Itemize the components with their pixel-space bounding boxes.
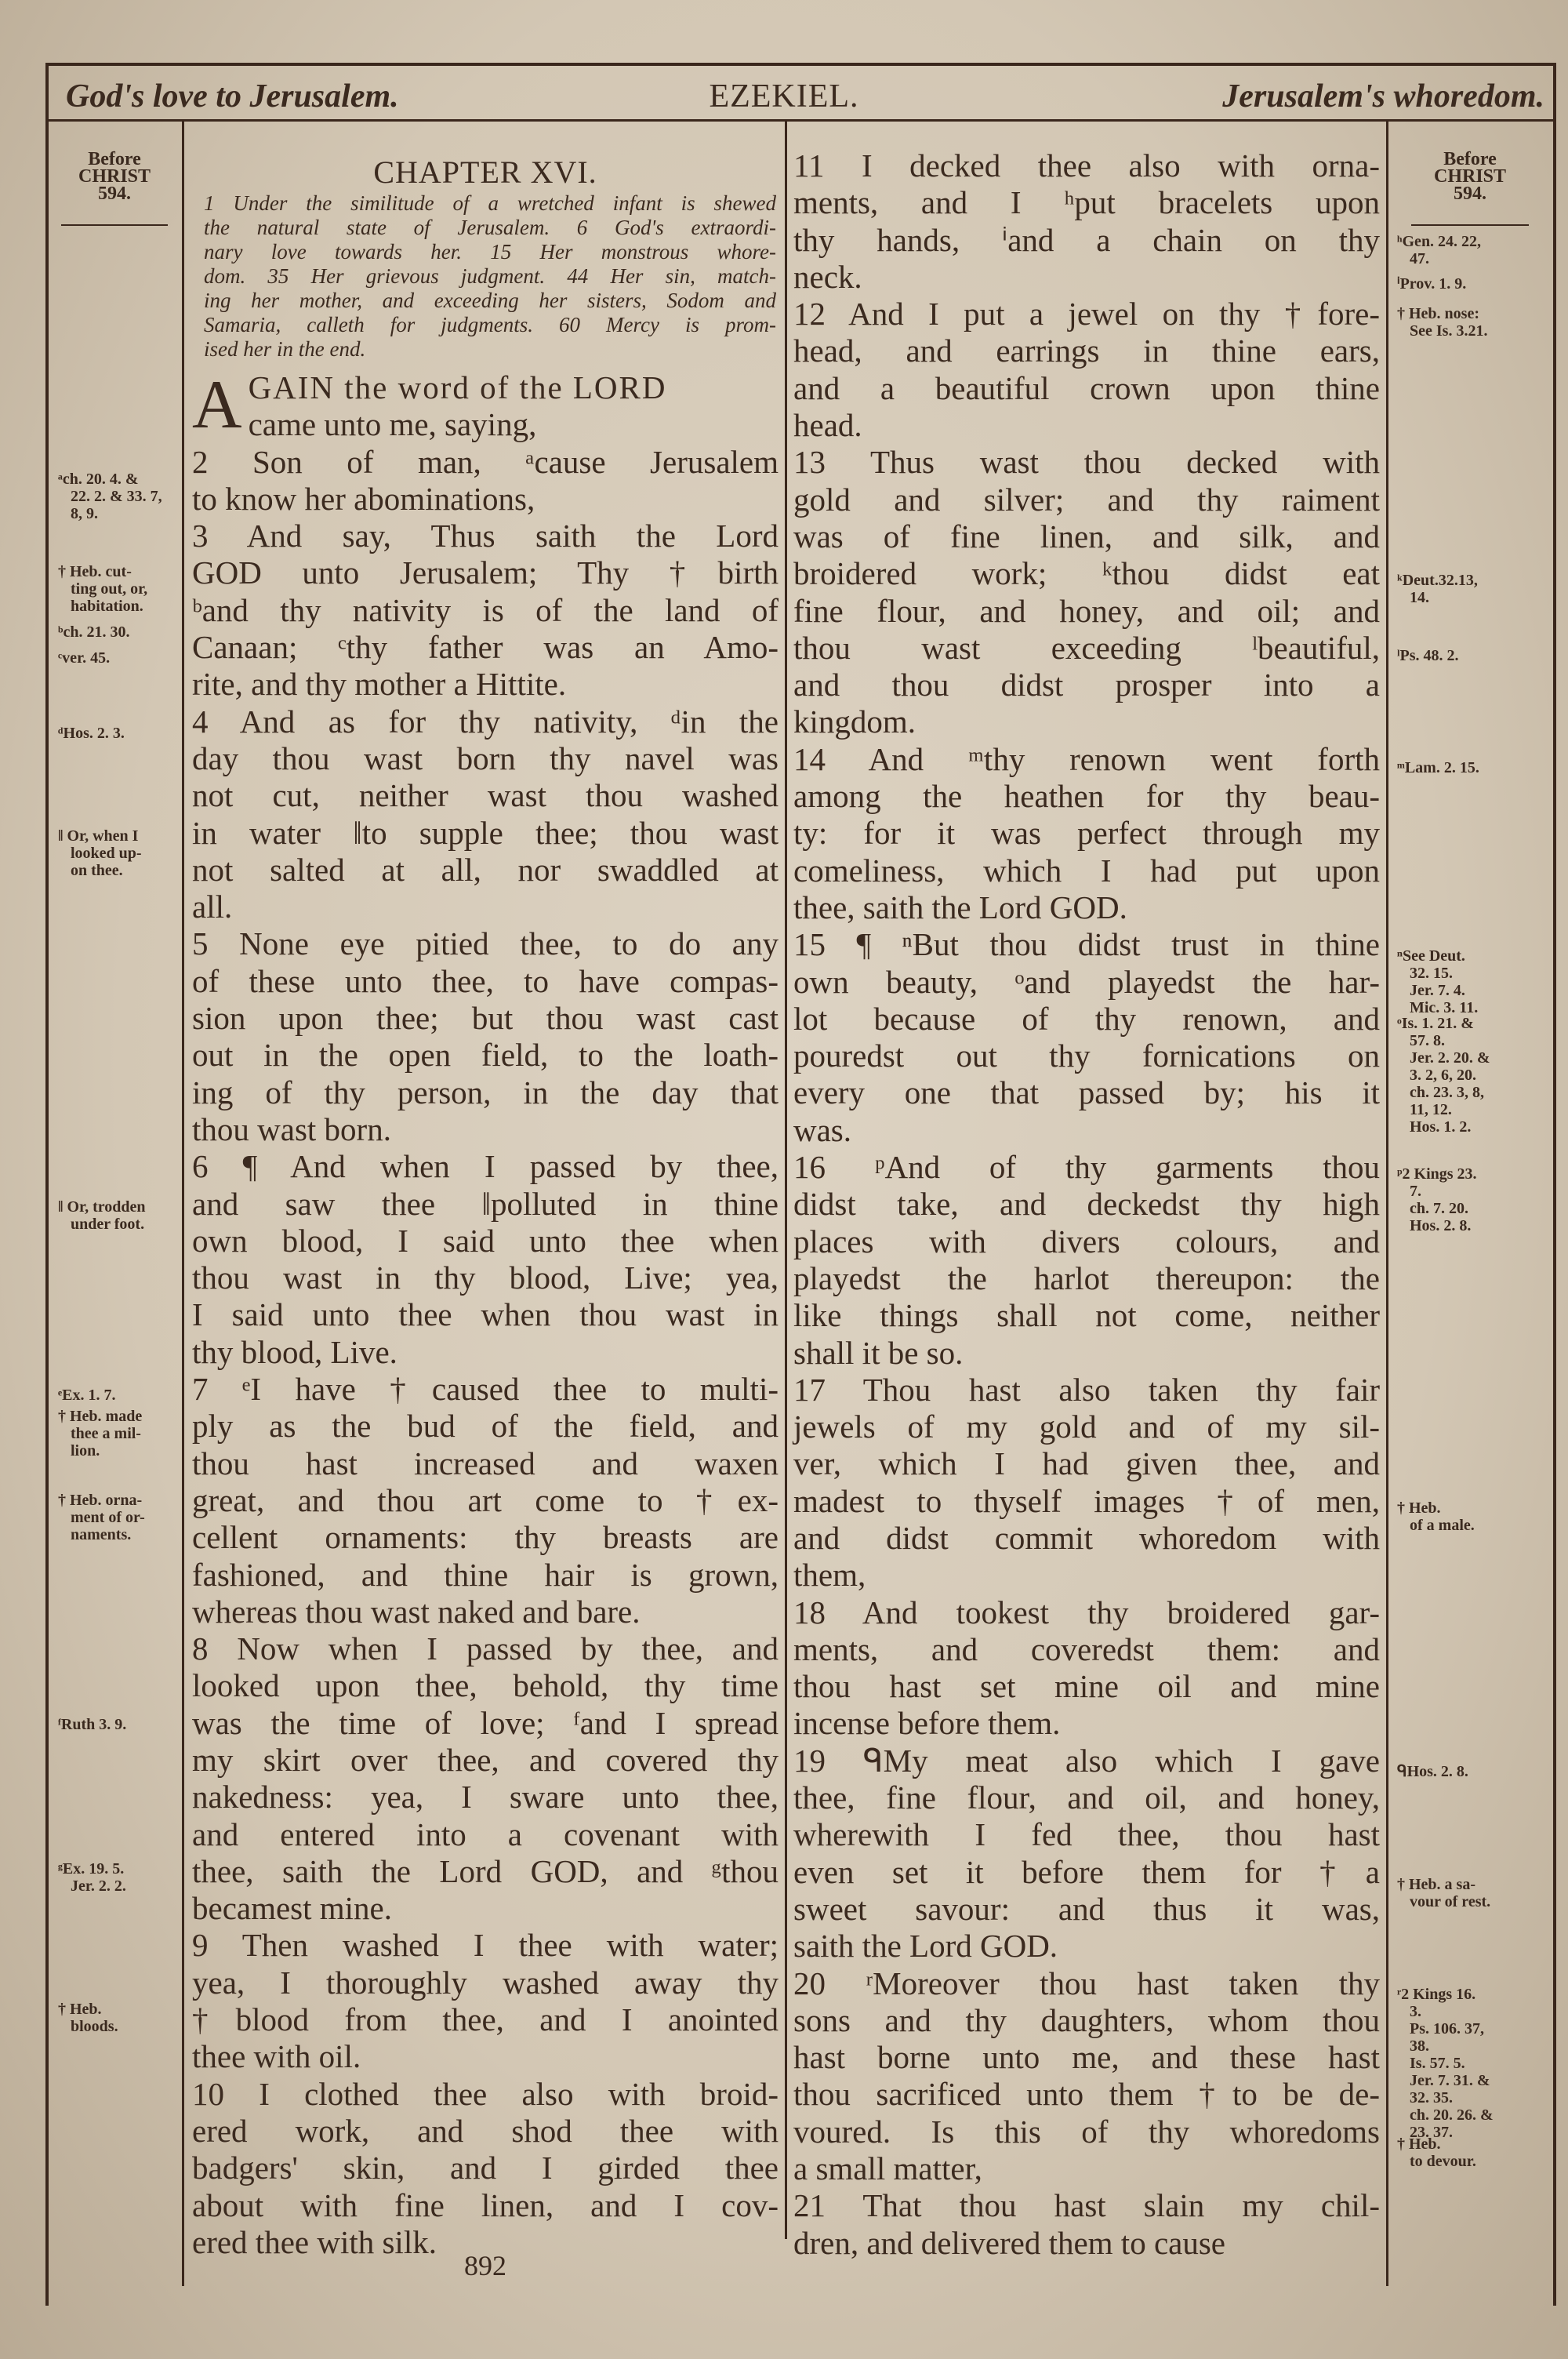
margin-note-line: 57. 8. [1410, 1032, 1445, 1049]
margin-note-line: † Heb. orna- [58, 1492, 143, 1509]
text-line: thee with oil. [192, 2038, 361, 2075]
text-line: sion upon thee; but thou wast cast [192, 1000, 779, 1037]
margin-note-line: ᵐLam. 2. 15. [1397, 759, 1479, 776]
text-line: †blood from thee, and I anointed [192, 2001, 779, 2038]
left-margin-rule [182, 122, 184, 2286]
before-label: Before [1443, 149, 1497, 169]
margin-note-line: 14. [1410, 589, 1429, 606]
text-line: among the heathen for thy beau- [793, 778, 1380, 815]
text-line: sons and thy daughters, whom thou [793, 2001, 1380, 2038]
text-line: 15 ¶ ⁿBut thou didst trust in thine [793, 926, 1380, 963]
text-line: looked upon thee, behold, thy time [192, 1667, 779, 1704]
margin-note [58, 725, 125, 742]
text-line: neck. [793, 258, 862, 295]
margin-note-line: thee a mil- [71, 1425, 141, 1442]
text-line: 12 And I put a jewel on thy †fore- [793, 296, 1380, 333]
text-line: head, and earrings in thine ears, [793, 333, 1380, 369]
margin-note [1397, 275, 1466, 293]
margin-note [1397, 305, 1487, 340]
text-line: shall it be so. [793, 1334, 964, 1371]
text-line: all. [192, 889, 233, 925]
text-line: playedst the harlot thereupon: the [793, 1259, 1380, 1296]
margin-note-line: Jer. 7. 4. [1410, 982, 1465, 999]
margin-note-line: looked up- [71, 845, 142, 862]
margin-note-line: ˡPs. 48. 2. [1397, 647, 1459, 664]
text-line: 3 And say, Thus saith the Lord [192, 518, 779, 554]
margin-note [1397, 1015, 1490, 1136]
text-line: great, and thou art come to †ex- [192, 1481, 779, 1518]
margin-note-line: ᵈHos. 2. 3. [58, 725, 125, 742]
margin-note-line: ⁿSee Deut. [1397, 947, 1465, 965]
text-line: sweet savour: and thus it was, [793, 1890, 1380, 1927]
text-line: in water ‖to supple thee; thou wast [192, 814, 779, 851]
text-line: head. [793, 407, 862, 444]
text-line: thou wast born. [192, 1110, 391, 1147]
text-line: my skirt over thee, and covered thy [192, 1741, 779, 1778]
margin-note [1397, 759, 1479, 776]
text-line: every one that passed by; his it [793, 1074, 1380, 1111]
margin-note-line: ment of or- [71, 1509, 145, 1526]
text-line: and entered into a covenant with [192, 1816, 779, 1852]
margin-note-line: ᵃch. 20. 4. & [58, 471, 139, 488]
margin-note [58, 471, 162, 522]
margin-note-line: ᑫHos. 2. 8. [1397, 1763, 1468, 1780]
summary-line: ised her in the end. [204, 337, 366, 361]
text-line: 5 None eye pitied thee, to do any [192, 925, 779, 962]
text-line: jewels of my gold and of my sil- [793, 1408, 1380, 1445]
margin-note [1397, 1876, 1490, 1910]
text-line: thy hands, ⁱand a chain on thy [793, 221, 1380, 258]
margin-note [58, 1408, 142, 1459]
margin-note-line: 8, 9. [71, 505, 98, 522]
margin-note [58, 623, 129, 641]
text-line: 18 And tookest thy broidered gar- [793, 1594, 1380, 1630]
text-line: thou hast set mine oil and mine [793, 1668, 1380, 1705]
left-before-christ-rule [61, 224, 168, 226]
summary-line: nary love towards her. 15 Her monstrous whore- [204, 240, 776, 264]
text-line: thou sacrificed unto them †to be de- [793, 2076, 1380, 2113]
right-text-column [793, 147, 1380, 2262]
text-line: 7 ᵉI have †caused thee to multi- [192, 1371, 779, 1408]
text-line: madest to thyself images †of men, [793, 1482, 1380, 1519]
margin-note-line: 7. [1410, 1183, 1421, 1200]
margin-note-line: ⁱProv. 1. 9. [1397, 275, 1467, 293]
text-line: voured. Is this of thy whoredoms [793, 2113, 1380, 2150]
margin-note [58, 1860, 126, 1895]
text-line: 16 ᵖAnd of thy garments thou [793, 1149, 1380, 1186]
text-line: 20 ʳMoreover thou hast taken thy [793, 1965, 1380, 2001]
margin-note-line: bloods. [71, 2018, 118, 2035]
text-line: 4 And as for thy nativity, ᵈin the [192, 703, 779, 740]
text-line: not salted at all, nor swaddled at [192, 851, 779, 888]
margin-note-line: Jer. 2. 2. [71, 1877, 126, 1895]
column-divider [785, 122, 787, 2239]
text-line: out in the open field, to the loath- [192, 1037, 779, 1074]
margin-note-line: Jer. 7. 31. & [1410, 2072, 1490, 2089]
text-line: 2 Son of man, ᵃcause Jerusalem [192, 443, 779, 480]
text-line: saith the Lord GOD. [793, 1928, 1058, 1965]
chapter-summary [204, 191, 776, 362]
text-line: Canaan; ᶜthy father was an Amo- [192, 629, 779, 666]
margin-note-line: under foot. [71, 1216, 145, 1233]
margin-note-line: 23. 37. [1410, 2124, 1453, 2141]
text-line: thou wast exceeding ˡbeautiful, [793, 629, 1380, 666]
text-line: 14 And ᵐthy renown went forth [793, 740, 1380, 777]
text-line: fashioned, and thine hair is grown, [192, 1556, 779, 1593]
margin-note [58, 563, 147, 615]
summary-line: Samaria, calleth for judgments. 60 Mercy is prom- [204, 313, 776, 336]
margin-note-line: † Heb. cut- [58, 563, 132, 580]
text-line: own blood, I said unto thee when [192, 1222, 779, 1259]
margin-note [58, 649, 110, 667]
text-line: 13 Thus wast thou decked with [793, 444, 1380, 481]
margin-note-line: 11, 12. [1410, 1101, 1452, 1118]
text-line: hast borne unto me, and these hast [793, 2039, 1380, 2076]
text-line: ply as the bud of the field, and [192, 1408, 779, 1445]
margin-note [1397, 1763, 1468, 1780]
margin-note-line: 32. 35. [1410, 2089, 1453, 2106]
margin-note [1397, 1165, 1477, 1234]
text-line: to know her abominations, [192, 480, 535, 517]
margin-note-line: Is. 57. 5. [1410, 2055, 1465, 2072]
text-line: ered thee with silk. [192, 2223, 437, 2260]
margin-note [1397, 572, 1478, 606]
text-line: yea, I thoroughly washed away thy [192, 1964, 779, 2001]
text-line: came unto me, saying, [248, 406, 537, 443]
text-line: gold and silver; and thy raiment [793, 481, 1380, 518]
text-line: dren, and delivered them to cause [793, 2224, 1225, 2261]
margin-note-line: ᵉEx. 1. 7. [58, 1387, 116, 1404]
text-line: incense before them. [793, 1705, 1061, 1742]
text-line: 10 I clothed thee also with broid- [192, 2075, 779, 2112]
right-margin-rule [1386, 122, 1388, 2286]
margin-note [58, 827, 142, 879]
margin-note-line: Hos. 1. 2. [1410, 1118, 1472, 1136]
text-line: becamest mine. [192, 1890, 393, 1927]
margin-note [58, 1198, 146, 1233]
margin-note-line: † Heb. a sa- [1397, 1876, 1475, 1893]
text-line: rite, and thy mother a Hittite. [192, 666, 567, 703]
summary-line: 1 Under the similitude of a wretched infant is shewed [204, 191, 776, 215]
text-line: not cut, neither wast thou washed [192, 777, 779, 814]
text-line: ty: for it was perfect through my [793, 815, 1380, 852]
margin-note [58, 1716, 126, 1733]
margin-note-line: 47. [1410, 250, 1429, 267]
summary-line: the natural state of Jerusalem. 6 God's extraordi- [204, 216, 776, 239]
year: 594. [1454, 184, 1486, 204]
margin-note-line: of a male. [1410, 1517, 1475, 1534]
frame-top-rule [45, 63, 1556, 66]
margin-note-line: † Heb. [1397, 1499, 1441, 1517]
margin-note [58, 2001, 118, 2035]
text-line: ᵇand thy nativity is of the land of [192, 591, 779, 628]
text-line: them, [793, 1557, 866, 1594]
margin-note-line: 38. [1410, 2037, 1429, 2055]
margin-note-line: 3. 2, 6, 20. [1410, 1067, 1476, 1084]
margin-note-line: ᵒIs. 1. 21. & [1397, 1015, 1474, 1032]
text-line: wherewith I fed thee, thou hast [793, 1816, 1380, 1853]
text-line: comeliness, which I had put upon [793, 852, 1380, 889]
text-line: was the time of love; ᶠand I spread [192, 1704, 779, 1741]
text-line: 6 ¶ And when I passed by thee, [192, 1148, 779, 1185]
header-rule [45, 119, 1556, 122]
text-line: thee, fine flour, and oil, and honey, [793, 1779, 1380, 1816]
text-line: and didst commit whoredom with [793, 1519, 1380, 1556]
text-line-rest: GAIN the word of the LORD [248, 369, 667, 405]
margin-note-line: † Heb. nose: [1397, 305, 1479, 322]
frame-right-rule [1553, 63, 1556, 2306]
margin-note [1397, 1986, 1494, 2141]
margin-note [1397, 947, 1478, 1016]
text-line: and a beautiful crown upon thine [793, 369, 1380, 406]
margin-note-line: Mic. 3. 11. [1410, 999, 1479, 1016]
margin-note [1397, 2135, 1476, 2170]
margin-note-line: ‖ Or, when I [58, 827, 139, 845]
margin-note-line: ʰGen. 24. 22, [1397, 233, 1482, 250]
christ-label: CHRIST [1433, 166, 1507, 187]
frame-left-rule [45, 63, 49, 2306]
margin-note [1397, 1499, 1475, 1534]
margin-note-line: ᶜver. 45. [58, 649, 111, 667]
text-line: 17 Thou hast also taken thy fair [793, 1371, 1380, 1408]
margin-note-line: 3. [1410, 2003, 1421, 2020]
text-line: thee, saith the Lord GOD, and ᵍthou [192, 1852, 779, 1889]
margin-note-line: on thee. [71, 862, 123, 879]
margin-note-line: lion. [71, 1442, 100, 1459]
margin-note-line: † Heb. [58, 2001, 102, 2018]
text-line: a small matter, [793, 2150, 982, 2187]
text-line: thou wast in thy blood, Live; yea, [192, 1259, 779, 1296]
text-line: didst take, and deckedst thy high [793, 1186, 1380, 1223]
text-line: and saw thee ‖polluted in thine [192, 1185, 779, 1222]
text-line: of these unto thee, to have compas- [192, 962, 779, 999]
text-line: fine flour, and honey, and oil; and [793, 592, 1380, 629]
page-number: 892 [464, 2250, 506, 2281]
margin-note-line: † Heb. made [58, 1408, 143, 1425]
year: 594. [98, 184, 131, 204]
text-line: 11 I decked thee also with orna- [793, 147, 1380, 184]
text-line: 8 Now when I passed by thee, and [192, 1630, 779, 1667]
text-line: whereas thou wast naked and bare. [192, 1593, 641, 1630]
margin-note-line: ᵇch. 21. 30. [58, 623, 130, 641]
margin-note-line: See Is. 3.21. [1410, 322, 1488, 340]
margin-note [58, 1492, 145, 1543]
margin-note-line: 32. 15. [1410, 965, 1453, 982]
text-line: lot because of thy renown, and [793, 1000, 1380, 1037]
margin-note-line: ting out, or, [71, 580, 148, 598]
text-line: ver, which I had given thee, and [793, 1445, 1380, 1482]
margin-note-line: † Heb. [1397, 2135, 1441, 2153]
text-line: ments, and I ʰput bracelets upon [793, 184, 1380, 221]
text-line: was of fine linen, and silk, and [793, 518, 1380, 554]
left-text-column [192, 369, 779, 2261]
margin-note-line: ᵏDeut.32.13, [1397, 572, 1478, 589]
margin-note-line: ᵖ2 Kings 23. [1397, 1165, 1477, 1183]
summary-line: dom. 35 Her grievous judgment. 44 Her sin, match- [204, 264, 776, 288]
margin-note-line: habitation. [71, 598, 143, 615]
margin-note [58, 1387, 116, 1404]
margin-note [1397, 647, 1459, 664]
text-line: broidered work; ᵏthou didst eat [793, 555, 1380, 592]
text-line: cellent ornaments: thy breasts are [192, 1519, 779, 1556]
text-line: places with divers colours, and [793, 1223, 1380, 1259]
margin-note-line: ch. 7. 20. [1410, 1200, 1468, 1217]
text-line: day thou wast born thy navel was [192, 740, 779, 776]
text-line: was. [793, 1111, 852, 1148]
before-christ-left [44, 151, 185, 202]
text-line: ing of thy person, in the day that [192, 1074, 779, 1110]
before-label: Before [88, 149, 141, 169]
text-line: GOD unto Jerusalem; Thy †birth [192, 554, 779, 591]
running-head-left: God's love to Jerusalem. [66, 78, 399, 114]
margin-note-line: Hos. 2. 8. [1410, 1217, 1472, 1234]
text-line: pouredst out thy fornications on [793, 1038, 1380, 1074]
text-line: I said unto thee when thou wast in [192, 1296, 779, 1333]
margin-note-line: ᵍEx. 19. 5. [58, 1860, 125, 1877]
text-line: even set it before them for †a [793, 1853, 1380, 1890]
text-line: and thou didst prosper into a [793, 667, 1380, 703]
text-line: thee, saith the Lord GOD. [793, 889, 1127, 925]
drop-cap: A [192, 367, 244, 443]
christ-label: CHRIST [78, 166, 151, 187]
margin-note-line: ᶠRuth 3. 9. [58, 1716, 127, 1733]
margin-note-line: ʳ2 Kings 16. [1397, 1986, 1476, 2003]
margin-note-line: Jer. 2. 20. & [1410, 1049, 1490, 1067]
text-line: ered work, and shod thee with [192, 2112, 779, 2149]
margin-note-line: to devour. [1410, 2153, 1476, 2170]
margin-note-line: ch. 23. 3, 8, [1410, 1084, 1484, 1101]
right-before-christ-rule [1411, 224, 1529, 226]
before-christ-right [1399, 151, 1541, 202]
text-line: thou hast increased and waxen [192, 1445, 779, 1481]
text-line: own beauty, ᵒand playedst the har- [793, 963, 1380, 1000]
text-line: 9 Then washed I thee with water; [192, 1927, 779, 1964]
margin-note-line: naments. [71, 1526, 132, 1543]
text-line: like things shall not come, neither [793, 1297, 1380, 1334]
chapter-title: CHAPTER XVI. [373, 154, 597, 190]
text-line: about with fine linen, and I cov- [192, 2186, 779, 2223]
text-line: badgers' skin, and I girded thee [192, 2150, 779, 2186]
margin-note-line: ch. 20. 26. & [1410, 2106, 1494, 2124]
text-line: thy blood, Live. [192, 1333, 397, 1370]
book-title: EZEKIEL. [709, 78, 859, 114]
margin-note-line: vour of rest. [1410, 1893, 1491, 1910]
text-line: 21 That thou hast slain my chil- [793, 2187, 1380, 2224]
text-line: nakedness: yea, I sware unto thee, [192, 1779, 779, 1816]
summary-line: ing her mother, and exceeding her sisters, Sodom and [204, 289, 776, 312]
running-head-right: Jerusalem's whoredom. [1222, 78, 1544, 114]
text-line: 19 ᑫMy meat also which I gave [793, 1742, 1380, 1779]
margin-note-line: 22. 2. & 33. 7, [71, 488, 162, 505]
text-line: ments, and coveredst them: and [793, 1630, 1380, 1667]
text-line: kingdom. [793, 703, 916, 740]
margin-note-line: Ps. 106. 37, [1410, 2020, 1484, 2037]
margin-note [1397, 233, 1481, 267]
margin-note-line: ‖ Or, trodden [58, 1198, 146, 1216]
